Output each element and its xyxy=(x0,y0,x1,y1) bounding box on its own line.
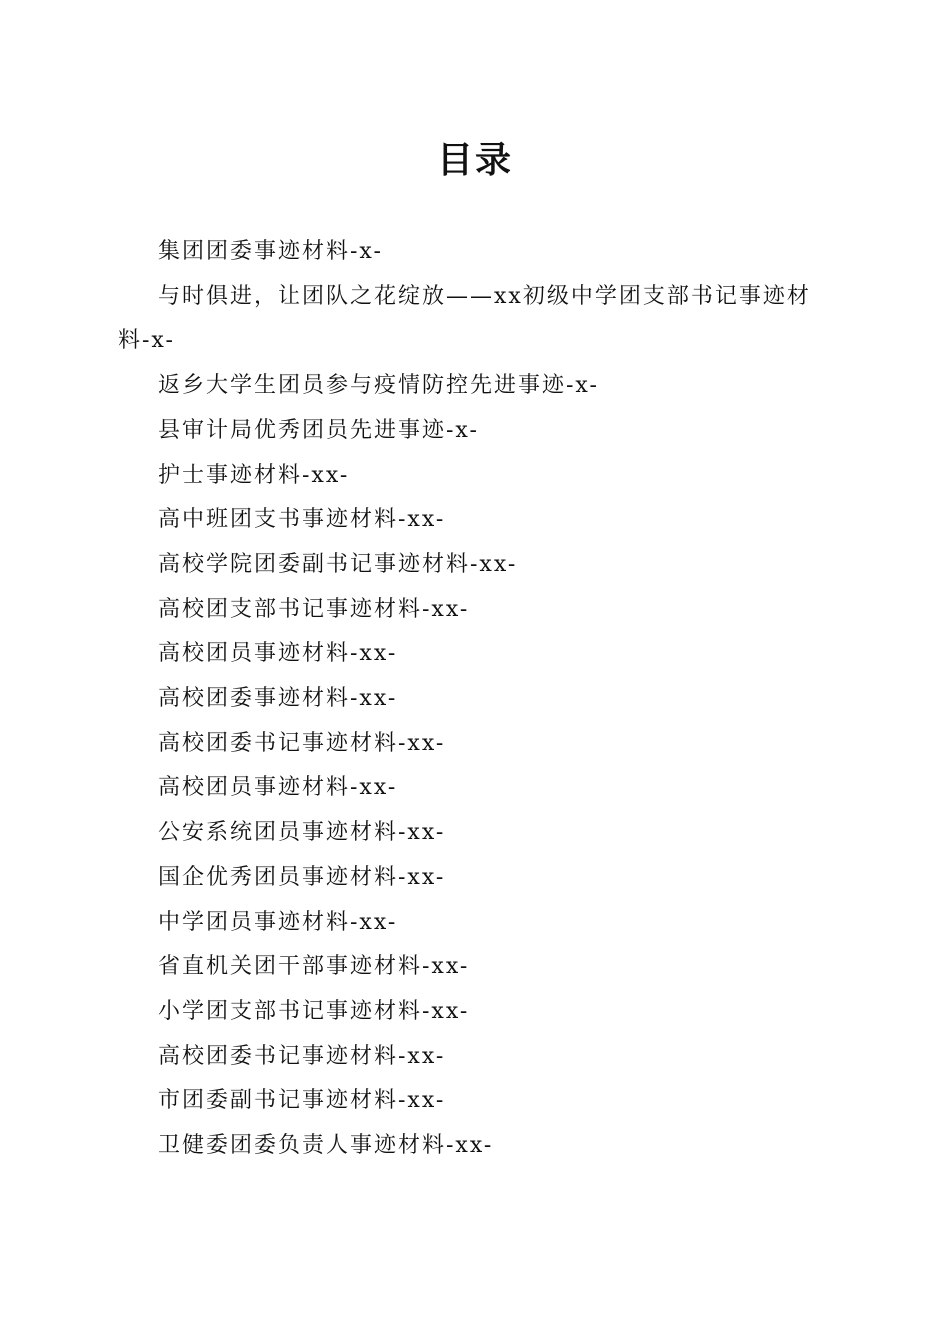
toc-item: 县审计局优秀团员先进事迹-x- xyxy=(158,417,479,443)
toc-item: 高校团员事迹材料-xx- xyxy=(158,641,398,667)
toc-item: 卫健委团委负责人事迹材料-xx- xyxy=(158,1133,494,1159)
toc-item: 高校团委书记事迹材料-xx- xyxy=(158,1043,446,1069)
toc-item: 省直机关团干部事迹材料-xx- xyxy=(158,954,470,980)
toc-item: 中学团员事迹材料-xx- xyxy=(158,909,398,935)
toc-item: 小学团支部书记事迹材料-xx- xyxy=(158,998,470,1024)
toc-item: 国企优秀团员事迹材料-xx- xyxy=(158,864,446,890)
toc-item: 护士事迹材料-xx- xyxy=(158,462,350,488)
page-title: 目录 xyxy=(436,139,513,181)
toc-item: 高校学院团委副书记事迹材料-xx- xyxy=(158,551,518,577)
toc-item: 高校团委书记事迹材料-xx- xyxy=(158,730,446,756)
toc-item: 返乡大学生团员参与疫情防控先进事迹-x- xyxy=(158,373,599,399)
toc-item: 高校团委事迹材料-xx- xyxy=(158,686,398,712)
toc-item: 高校团员事迹材料-xx- xyxy=(158,775,398,801)
toc-item: 与时俱进，让团队之花绽放——xx初级中学团支部书记事迹材料-x- xyxy=(118,283,811,354)
toc-item: 公安系统团员事迹材料-xx- xyxy=(158,820,446,846)
toc-item: 市团委副书记事迹材料-xx- xyxy=(158,1088,446,1114)
table-of-contents xyxy=(118,230,838,1169)
toc-item: 高校团支部书记事迹材料-xx- xyxy=(158,596,470,622)
toc-item: 高中班团支书事迹材料-xx- xyxy=(158,507,446,533)
toc-item: 集团团委事迹材料-x- xyxy=(158,239,383,264)
